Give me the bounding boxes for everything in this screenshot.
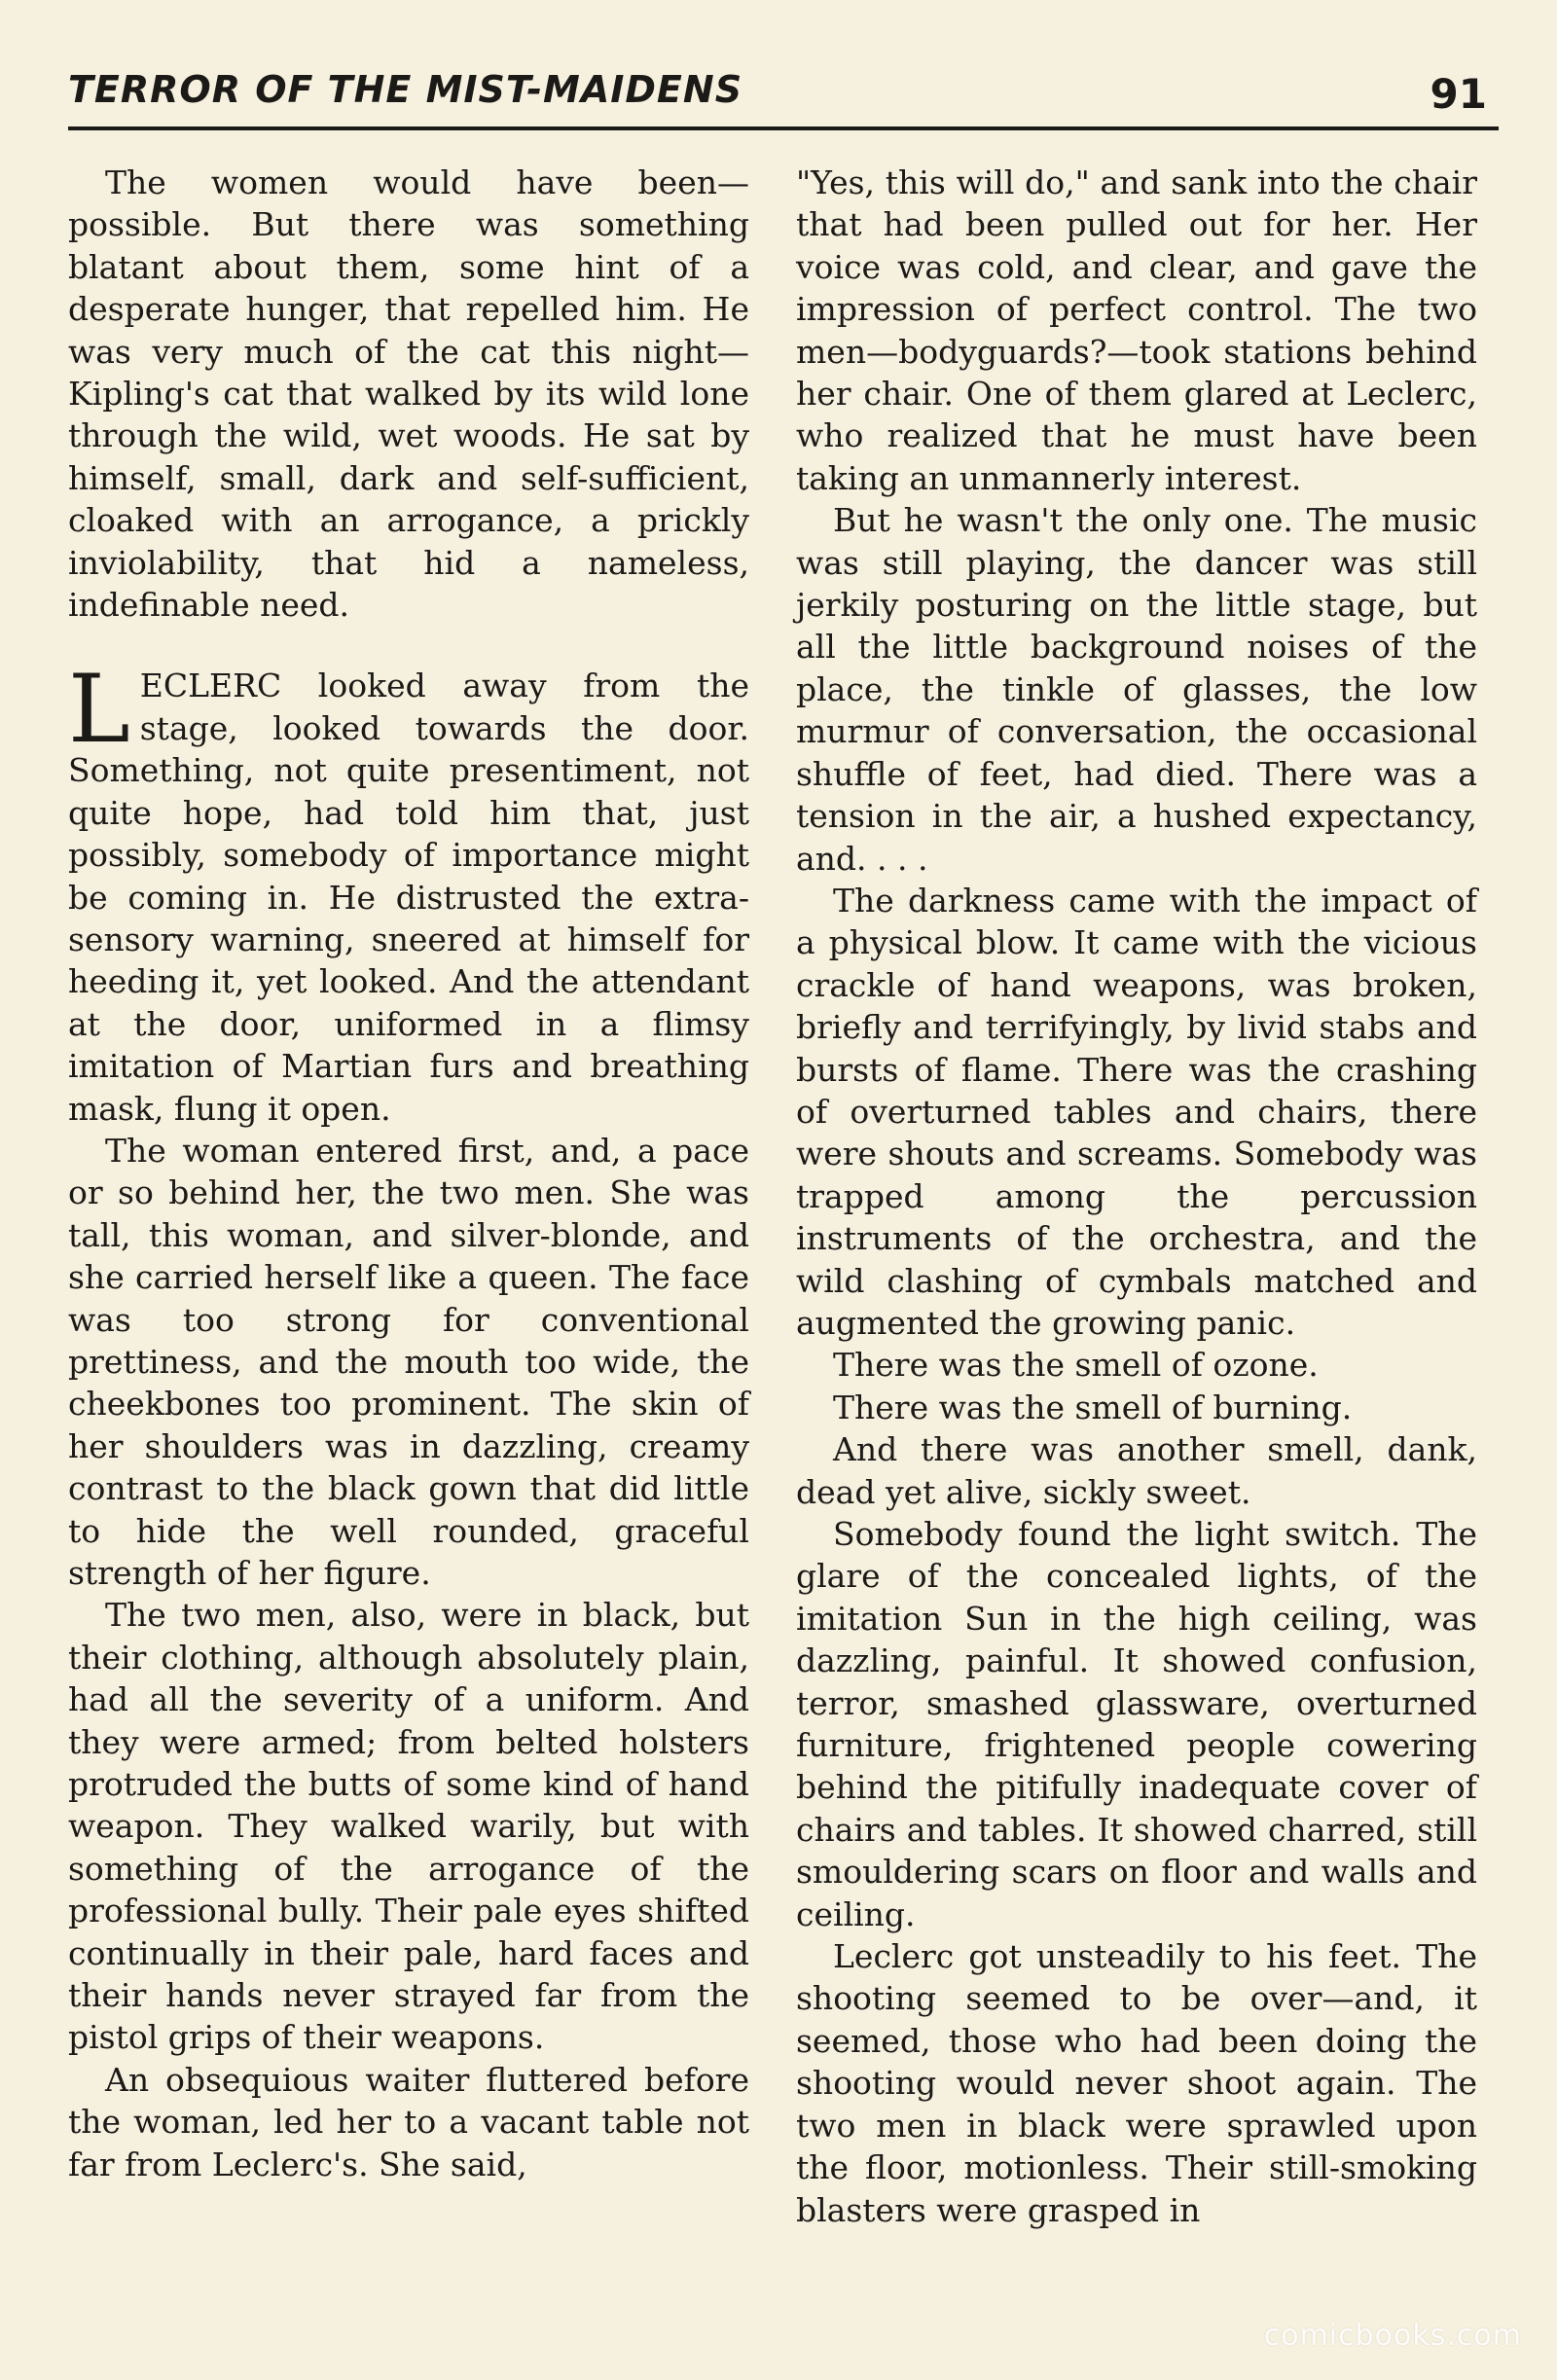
right-column	[796, 162, 1477, 2231]
paragraph-text: ECLERC looked away from the stage, looked towards the door. Something, not quite presentiment, not quite hope, had told him that, just possibly, somebody of importance might be coming in. He distrusted the extra-sensory warning, sneered at himself for heeding it, yet looked. And the attendant at the door, uniformed in a flimsy imitation of Martian furs and breathing mask, flung it open.	[68, 667, 749, 1128]
page-header	[68, 58, 1499, 130]
paragraph: An obsequious waiter fluttered before the woman, led her to a vacant table not far from Leclerc's. She said,	[68, 2060, 749, 2183]
paragraph: The two men, also, were in black, but their clothing, although absolutely plain, had all the severity of a uniform. And they were armed; from belted holsters protruded the butts of some kind of hand weapon. They walked warily, but with something of the arrogance of the professional bully. Their pale eyes shifted continually in their pale, hard faces and their hands never strayed far from the pistol grips of their weapons.	[68, 1596, 749, 2057]
paragraph: The darkness came with the impact of a physical blow. It came with the vicious crackle of hand weapons, was broken, briefly and terrifyingly, by livid stabs and bursts of flame. There was the crashing of overturned tables and chairs, there were shouts and screams. Somebody was trapped among the percussion instruments of the orchestra, and the wild clashing of cymbals matched and augmented the growing panic.	[796, 881, 1477, 1342]
paragraph: But he wasn't the only one. The music was still playing, the dancer was still jerkily posturing on the little stage, but all the little background noises of the place, the tinkle of glasses, the low murmur of conversation, the occasional shuffle of feet, had died. There was a tension in the air, a hushed expectancy, and. . . .	[796, 501, 1477, 878]
paragraph: "Yes, this will do," and sank into the chair that had been pulled out for her. Her voice was cold, and clear, and gave the impression of perfect control. The two men—bodyguards?—took stations behind her chair. One of them glared at Leclerc, who realized that he must have been taking an unmannerly interest.	[796, 163, 1477, 497]
running-title: TERROR OF THE MIST-MAIDENS	[68, 68, 743, 111]
section-opening-paragraph	[68, 655, 749, 1129]
paragraph: The woman entered first, and, a pace or so behind her, the two men. She was tall, this woman, and silver-blonde, and she carried herself like a queen. The face was too strong for conventional prettiness, and the mouth too wide, the cheekbones too prominent. The skin of her shoulders was in dazzling, creamy contrast to the black gown that did little to hide the well rounded, graceful strength of her figure.	[68, 1131, 749, 1592]
left-column	[68, 162, 749, 2185]
paragraph: Leclerc got unsteadily to his feet. The shooting seemed to be over—and, it seemed, those who had been doing the shooting would never shoot again. The two men in black were sprawled upon the floor, motionless. Their still-smoking blasters were grasped in	[796, 1937, 1477, 2229]
paragraph: The women would have been—possible. But there was something blatant about them, some hint of a desperate hunger, that repelled him. He was very much of the cat this night—Kipling's cat that walked by its wild lone through the wild, wet woods. He sat by himself, small, dark and self-sufficient, cloaked with an arrogance, a prickly inviolability, that hid a nameless, indefinable need.	[68, 163, 749, 625]
paragraph: There was the smell of ozone.	[833, 1346, 1319, 1385]
paragraph: Somebody found the light switch. The glare of the concealed lights, of the imitation Sun in the high ceiling, was dazzling, painful. It showed confusion, terror, smashed glassware, overturned furniture, frightened people cowering behind the pitifully inadequate cover of chairs and tables. It showed charred, still smouldering scars on floor and walls and ceiling.	[796, 1515, 1477, 1933]
watermark: comicbooks.com	[1263, 2319, 1522, 2353]
drop-cap: L	[68, 655, 130, 765]
page-number: 91	[1430, 70, 1487, 118]
paragraph: And there was another smell, dank, dead yet alive, sickly sweet.	[796, 1430, 1477, 1511]
paragraph: There was the smell of burning.	[833, 1388, 1353, 1426]
